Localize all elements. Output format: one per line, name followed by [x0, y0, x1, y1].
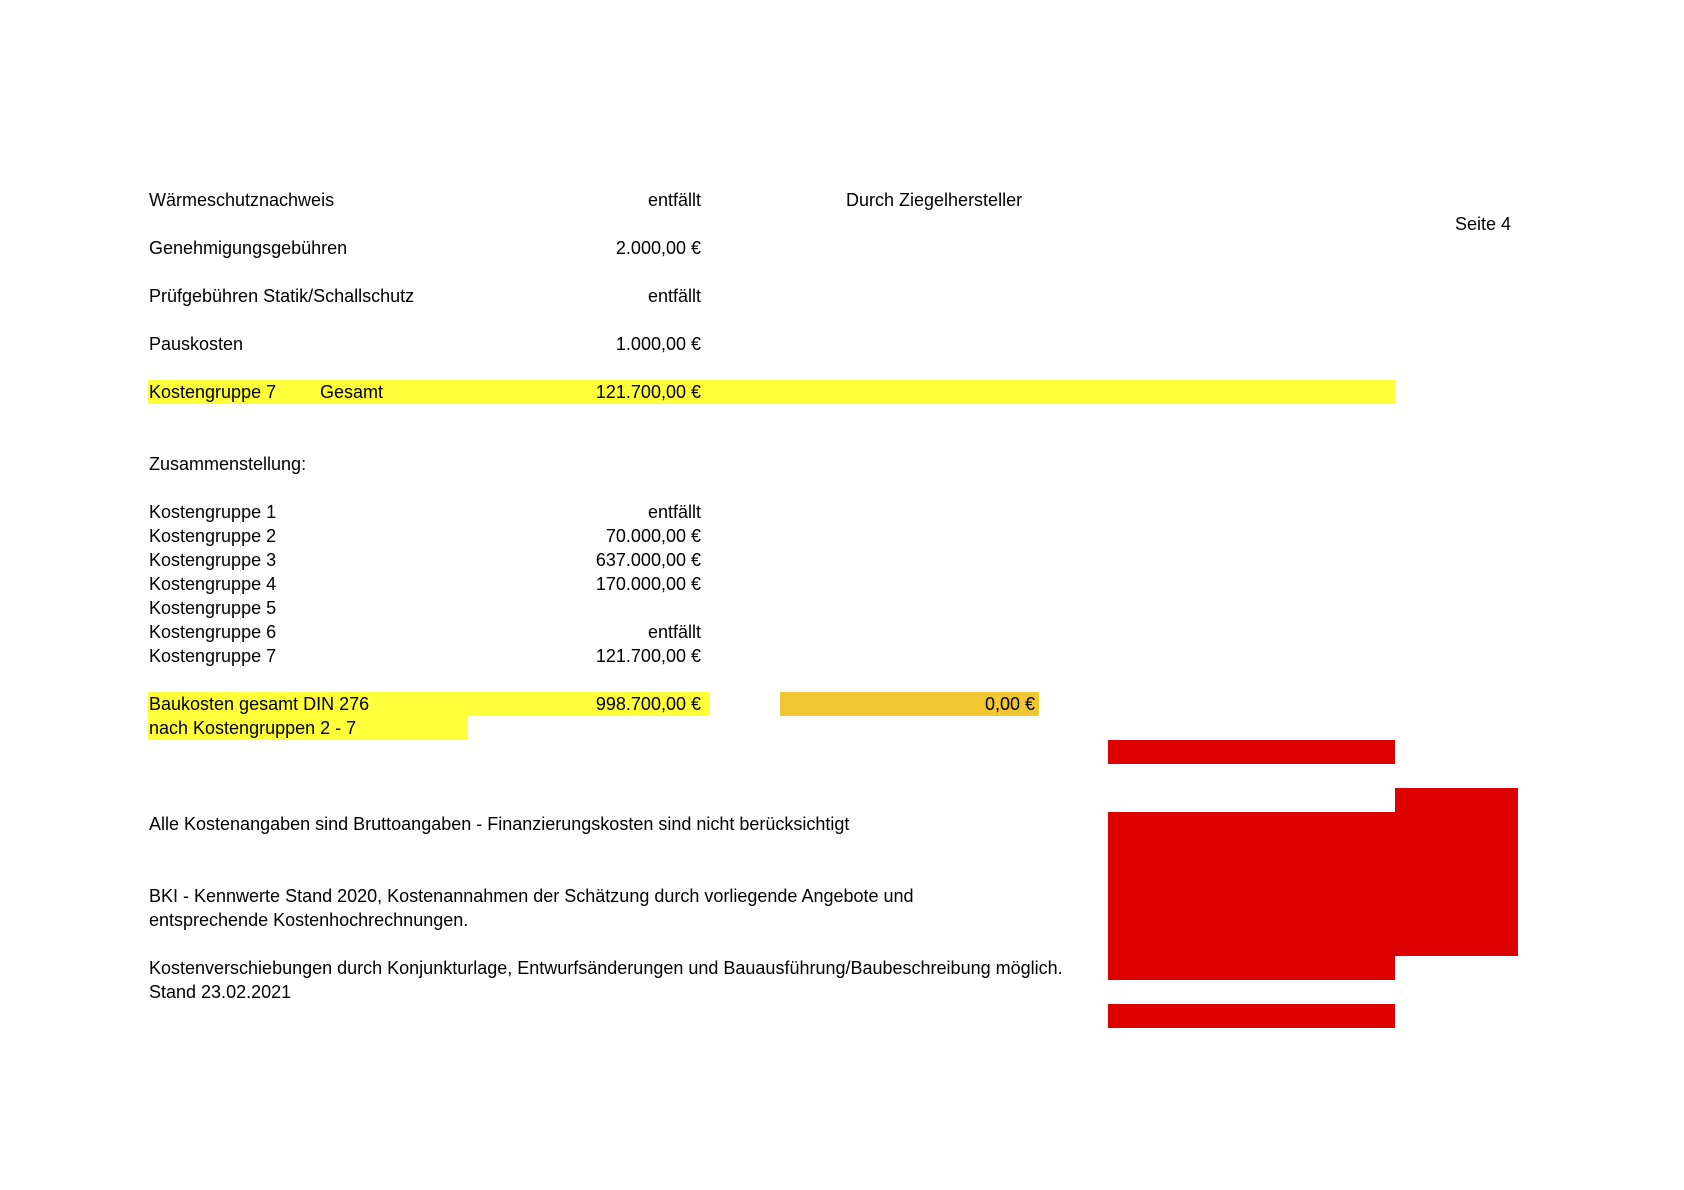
- group7-total-label: Kostengruppe 7: [149, 382, 277, 402]
- summary-row-label: Kostengruppe 1: [149, 502, 277, 522]
- redaction-block: [1108, 1004, 1395, 1028]
- row-label-waermeschutz: Wärmeschutznachweis: [149, 190, 335, 210]
- row-value-pauskosten: 1.000,00 €: [615, 334, 701, 354]
- summary-row-label: Kostengruppe 5: [149, 598, 277, 618]
- redaction-block: [1395, 788, 1518, 812]
- total-label-line2: nach Kostengruppen 2 - 7: [149, 718, 357, 738]
- row-note-waermeschutz: Durch Ziegelhersteller: [846, 190, 1023, 210]
- summary-row-label: Kostengruppe 6: [149, 622, 277, 642]
- summary-row-label: Kostengruppe 7: [149, 646, 277, 666]
- bki-note-line2: entsprechende Kostenhochrechnungen.: [149, 910, 469, 930]
- bki-note-line1: BKI - Kennwerte Stand 2020, Kostenannahmen der Schätzung durch vorliegende Angebote und: [149, 886, 914, 906]
- summary-row-value: 637.000,00 €: [595, 550, 701, 570]
- row-label-genehmigung: Genehmigungsgebühren: [149, 238, 348, 258]
- row-label-pauskosten: Pauskosten: [149, 334, 244, 354]
- row-value-genehmigung: 2.000,00 €: [615, 238, 701, 258]
- row-value-waermeschutz: entfällt: [647, 190, 701, 210]
- summary-row-value: entfällt: [647, 502, 701, 522]
- redaction-block: [1108, 956, 1395, 980]
- date-note: Stand 23.02.2021: [149, 982, 292, 1002]
- summary-row-label: Kostengruppe 4: [149, 574, 277, 594]
- gross-note: Alle Kostenangaben sind Bruttoangaben - Finanzierungskosten sind nicht berücksichtigt: [149, 814, 850, 834]
- shift-note: Kostenverschiebungen durch Konjunkturlage, Entwurfsänderungen und Bauausführung/Baubeschreibung möglich.: [149, 958, 1063, 978]
- group7-total-label-gesamt: Gesamt: [320, 382, 384, 402]
- row-label-pruefgebuehren: Prüfgebühren Statik/Schallschutz: [149, 286, 415, 306]
- summary-heading: Zusammenstellung:: [149, 454, 307, 474]
- summary-row-value: 70.000,00 €: [605, 526, 701, 546]
- summary-row-value: 121.700,00 €: [595, 646, 701, 666]
- page-number: Seite 4: [1455, 214, 1512, 234]
- summary-row-value: 170.000,00 €: [595, 574, 701, 594]
- group7-total-value: 121.700,00 €: [595, 382, 701, 402]
- redaction-block: [1108, 812, 1518, 956]
- total-value: 998.700,00 €: [595, 694, 701, 714]
- side-value: 0,00 €: [984, 694, 1035, 714]
- summary-row-label: Kostengruppe 3: [149, 550, 277, 570]
- row-value-pruefgebuehren: entfällt: [647, 286, 701, 306]
- total-label-line1: Baukosten gesamt DIN 276: [149, 694, 370, 714]
- summary-row-value: entfällt: [647, 622, 701, 642]
- summary-row-label: Kostengruppe 2: [149, 526, 277, 546]
- redaction-block: [1108, 740, 1395, 764]
